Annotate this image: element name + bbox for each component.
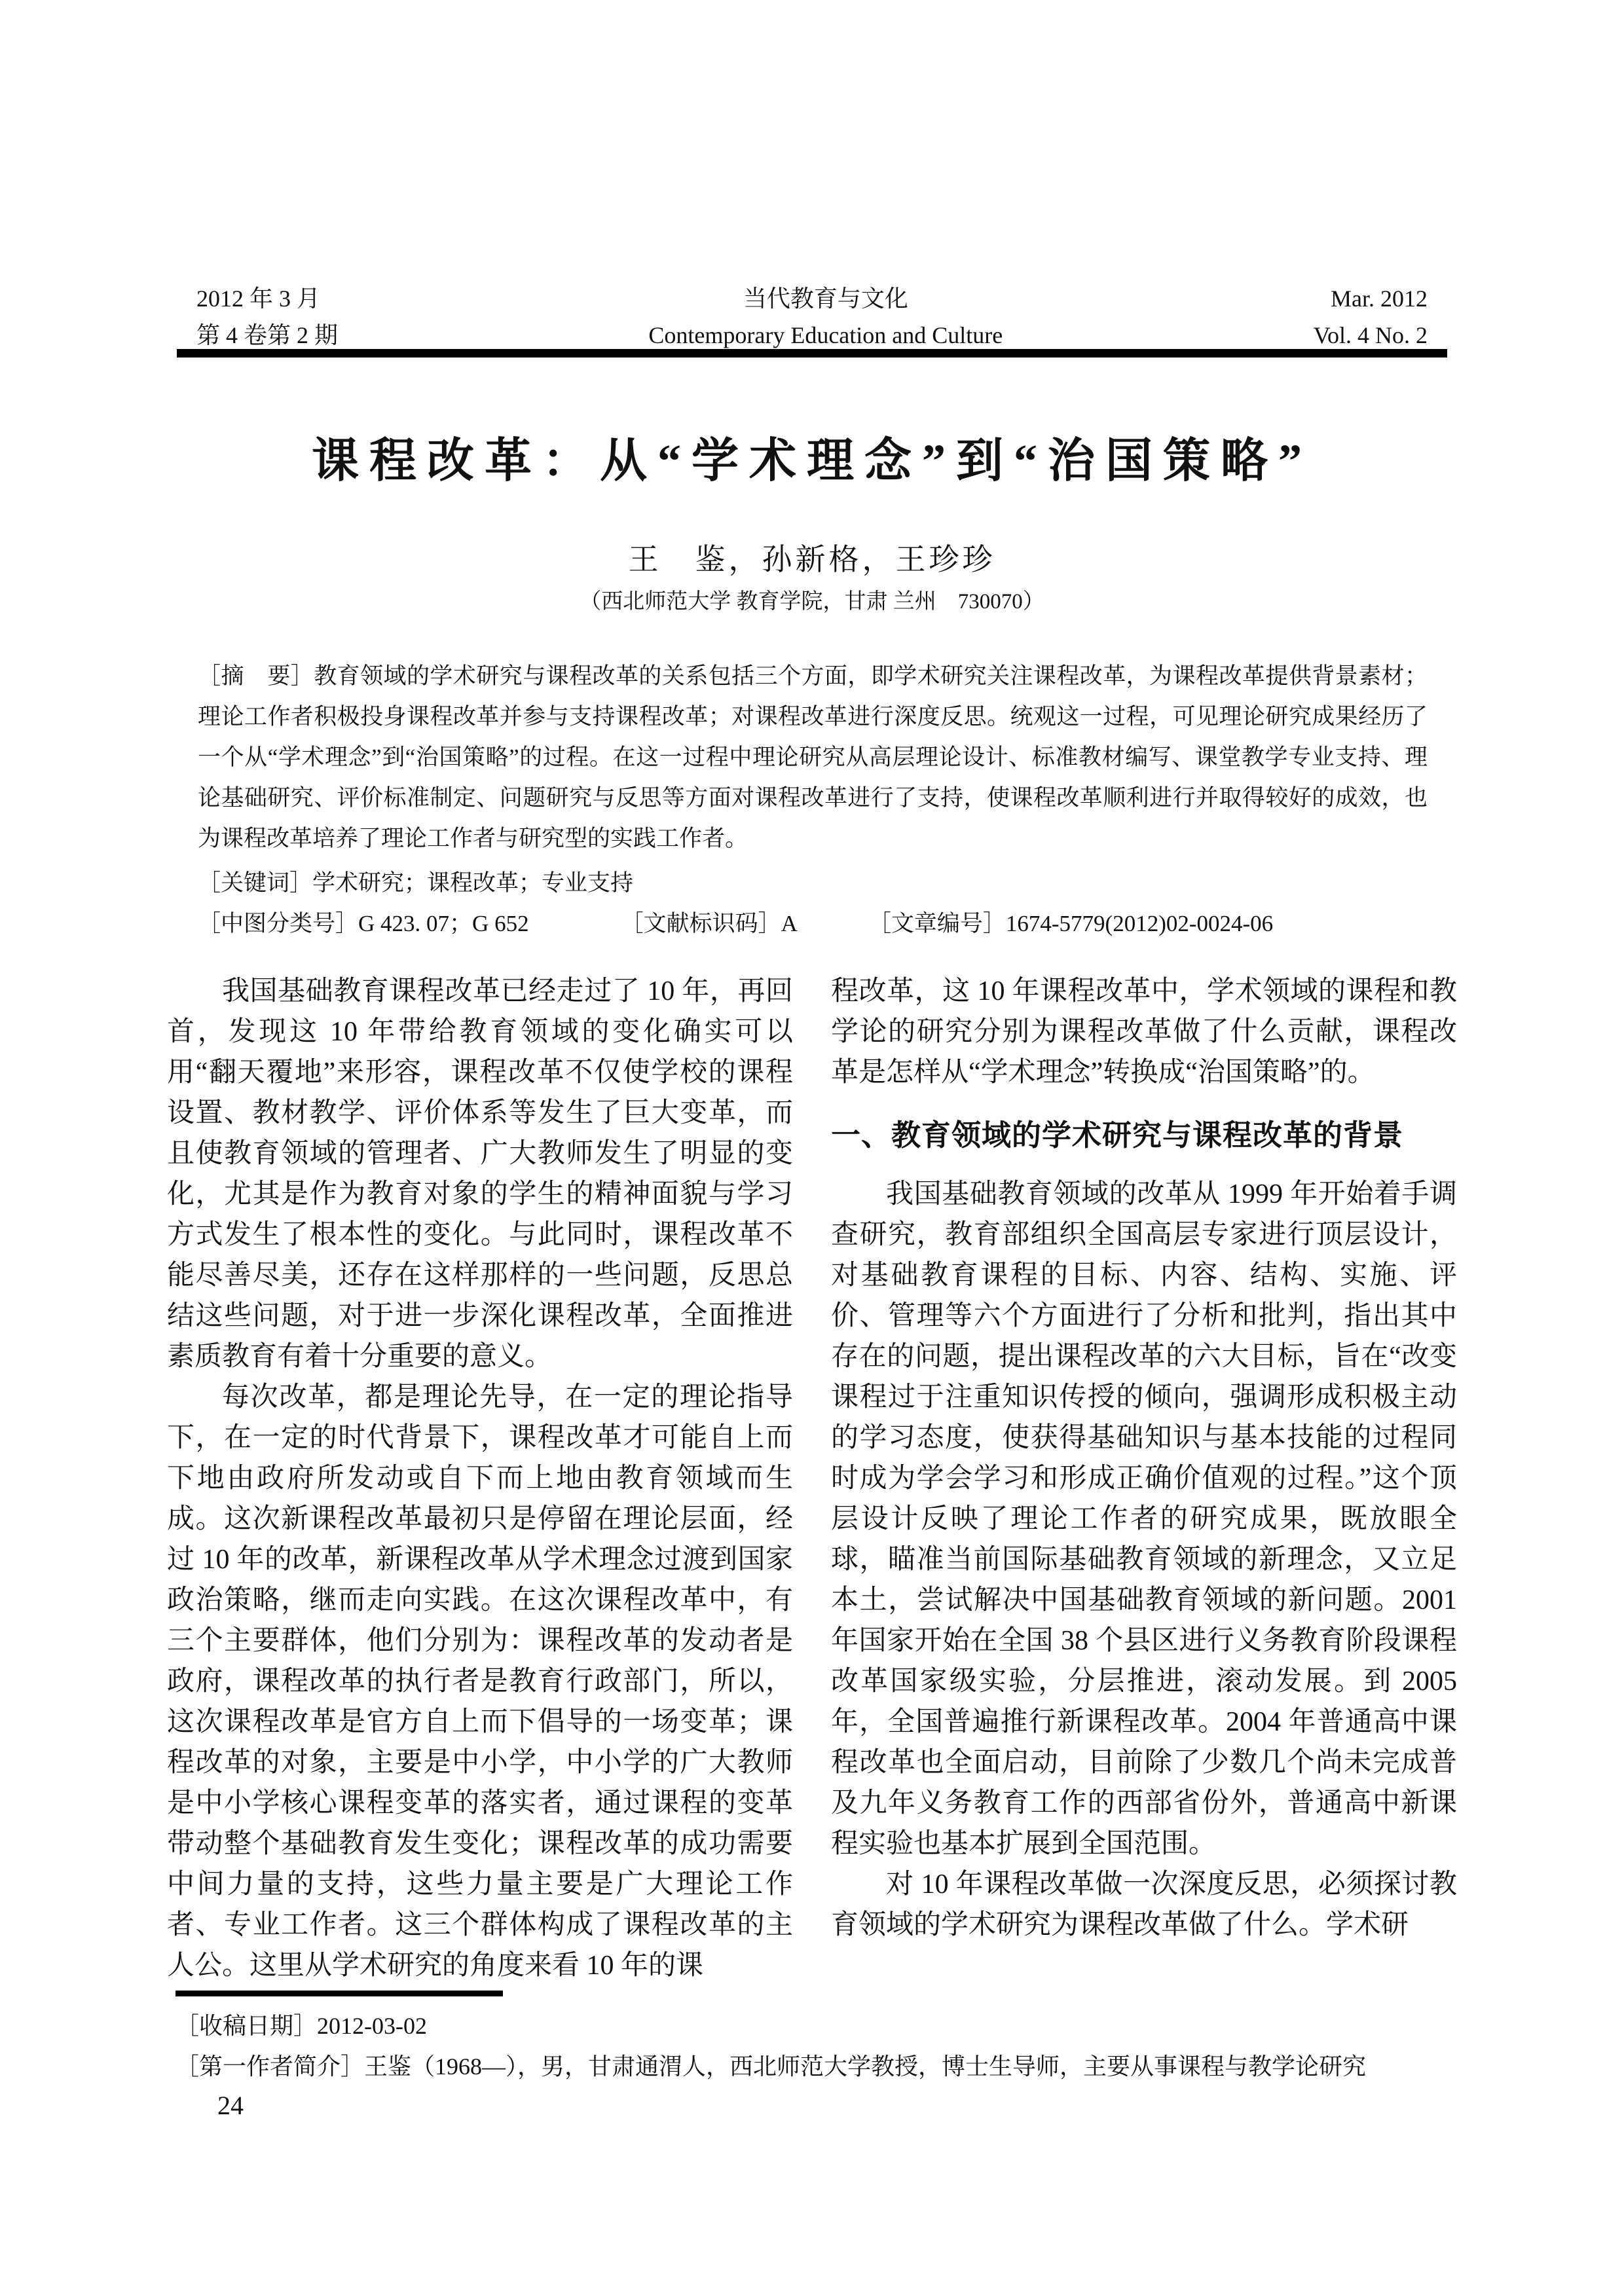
journal-header — [196, 280, 1428, 354]
article-affiliation: （西北师范大学 教育学院，甘肃 兰州 730070） — [580, 590, 1044, 614]
doc-code-segment — [621, 911, 798, 936]
header-issue-date — [196, 280, 338, 354]
keywords-text: 学术研究；课程改革；专业支持 — [312, 870, 634, 896]
received-date-value: 2012-03-02 — [317, 2013, 427, 2039]
header-journal-name — [648, 280, 1003, 354]
footnote-divider-rule — [175, 1991, 503, 1996]
author-bio-value: 王鉴（1968—），男，甘肃通渭人，西北师范大学教授，博士生导师，主要从事课程与教学论研究 — [364, 2053, 1367, 2080]
article-id-segment — [868, 911, 1273, 936]
header-date-en: Mar. 2012 — [1331, 285, 1428, 312]
first-author-bio-note — [175, 2048, 1479, 2085]
article-title: 课程改革：从“学术理念”到“治国策略” — [311, 435, 1312, 487]
article-meta — [198, 656, 1428, 944]
body-paragraph: 对 10 年课程改革做一次深度反思，必须探讨教育领域的学术研究为课程改革做了什么。学术研 — [831, 1869, 1457, 1940]
header-divider-rule — [177, 349, 1447, 358]
classification-line — [198, 904, 1428, 944]
keywords-line — [198, 863, 1428, 904]
header-date-cn: 2012 年 3 月 — [196, 285, 321, 312]
clc-segment — [198, 911, 529, 936]
right-column — [831, 971, 1457, 1986]
body-paragraph: 我国基础教育领域的改革从 1999 年开始着手调查研究，教育部组织全国高层专家进行顶层设计，对基础教育课程的目标、内容、结构、实施、评价、管理等六个方面进行了分析和批判，指出其中存在的问题，提出课程改革的六大目标，旨在“改变课程过于注重知识传授的倾向，强调形成积极主动的学习态度，使获得基础知识与基本技能的过程同时成为学会学习和形成正确价值观的过程。”这个顶层设计反映了理论工作者的研究成果，既放眼全球，瞄准当前国际基础教育领域的新理念，又立足本土，尝试解决中国基础教育领域的新问题。2001 年国家开始在全国 38 个县区进行义务教育阶段课程改革国家级实验，分层推进，滚动发展。到 2005 年，全国普遍推行新课程改革。2004 年普通高中课程改革也全面启动，目前除了少数几个尚未完成普及九年义务教育工作的西部省份外，普通高中新课程实验也基本扩展到全国范围。 — [831, 1179, 1457, 1859]
abstract-label: ［摘 要］ — [198, 663, 314, 689]
article-id-value: 1674-5779(2012)02-0024-06 — [1005, 911, 1274, 936]
doc-code-value: A — [781, 911, 798, 936]
body-paragraph: 我国基础教育课程改革已经走过了 10 年，再回首，发现这 10 年带给教育领域的变化确实可以用“翻天覆地”来形容，课程改革不仅使学校的课程设置、教材教学、评价体系等发生了巨大变革，而且使教育领域的管理者、广大教师发生了明显的变化，尤其是作为教育对象的学生的精神面貌与学习方式发生了根本性的变化。与此同时，课程改革不能尽善尽美，还存在这样那样的一些问题，反思总结这些问题，对于进一步深化课程改革，全面推进素质教育有着十分重要的意义。 — [167, 976, 793, 1372]
abstract-text: 教育领域的学术研究与课程改革的关系包括三个方面，即学术研究关注课程改革，为课程改革提供背景素材；理论工作者积极投身课程改革并参与支持课程改革；对课程改革进行深度反思。统观这一过程，可见理论研究成果经历了一个从“学术理念”到“治国策略”的过程。在这一过程中理论研究从高层理论设计、标准教材编写、课堂教学专业支持、理论基础研究、评价标准制定、问题研究与反思等方面对课程改革进行了支持，使课程改革顺利进行并取得较好的成效，也为课程改革培养了理论工作者与研究型的实践工作者。 — [198, 663, 1428, 851]
body-paragraph: 每次改革，都是理论先导，在一定的理论指导下，在一定的时代背景下，课程改革才可能自上而下地由政府所发动或自下而上地由教育领域而生成。这次新课程改革最初只是停留在理论层面，经过 10 年的改革，新课程改革从学术理念过渡到国家政治策略，继而走向实践。在这次课程改革中，有三个主要群体，他们分别为：课程改革的发动者是政府，课程改革的执行者是教育行政部门，所以，这次课程改革是官方自上而下倡导的一场变革；课程改革的对象，主要是中小学，中小学的广大教师是中小学核心课程变革的落实者，通过课程的变革带动整个基础教育发生变化；课程改革的成功需要中间力量的支持，这些力量主要是广大理论工作者、专业工作者。这三个群体构成了课程改革的主人公。这里从学术研究的角度来看 10 年的课 — [167, 1382, 793, 1981]
body-paragraph-continuation: 程改革，这 10 年课程改革中，学术领域的课程和教学论的研究分别为课程改革做了什么贡献，课程改革是怎样从“学术理念”转换成“治国策略”的。 — [831, 976, 1457, 1088]
body-columns — [167, 971, 1457, 1986]
page-number: 24 — [217, 2091, 244, 2120]
section-heading-1: 一、教育领域的学术研究与课程改革的背景 — [831, 1119, 1404, 1152]
clc-value: G 423. 07；G 652 — [358, 911, 529, 936]
article-authors: 王 鉴，孙新格，王珍珍 — [628, 543, 996, 576]
author-bio-label: ［第一作者简介］ — [175, 2053, 365, 2080]
received-date-note — [175, 2008, 1459, 2044]
header-issue-info-en — [1314, 280, 1428, 354]
journal-title-cn: 当代教育与文化 — [743, 285, 908, 312]
keywords-label: ［关键词］ — [198, 870, 313, 896]
received-date-label: ［收稿日期］ — [175, 2013, 318, 2039]
clc-label: ［中图分类号］ — [198, 911, 359, 936]
abstract-paragraph — [198, 656, 1428, 859]
article-id-label: ［文章编号］ — [868, 911, 1006, 936]
header-volume-cn: 第 4 卷第 2 期 — [196, 322, 339, 348]
left-column — [167, 971, 793, 1986]
doc-code-label: ［文献标识码］ — [620, 911, 781, 936]
header-volume-en: Vol. 4 No. 2 — [1313, 322, 1428, 348]
journal-title-en: Contemporary Education and Culture — [648, 322, 1003, 348]
